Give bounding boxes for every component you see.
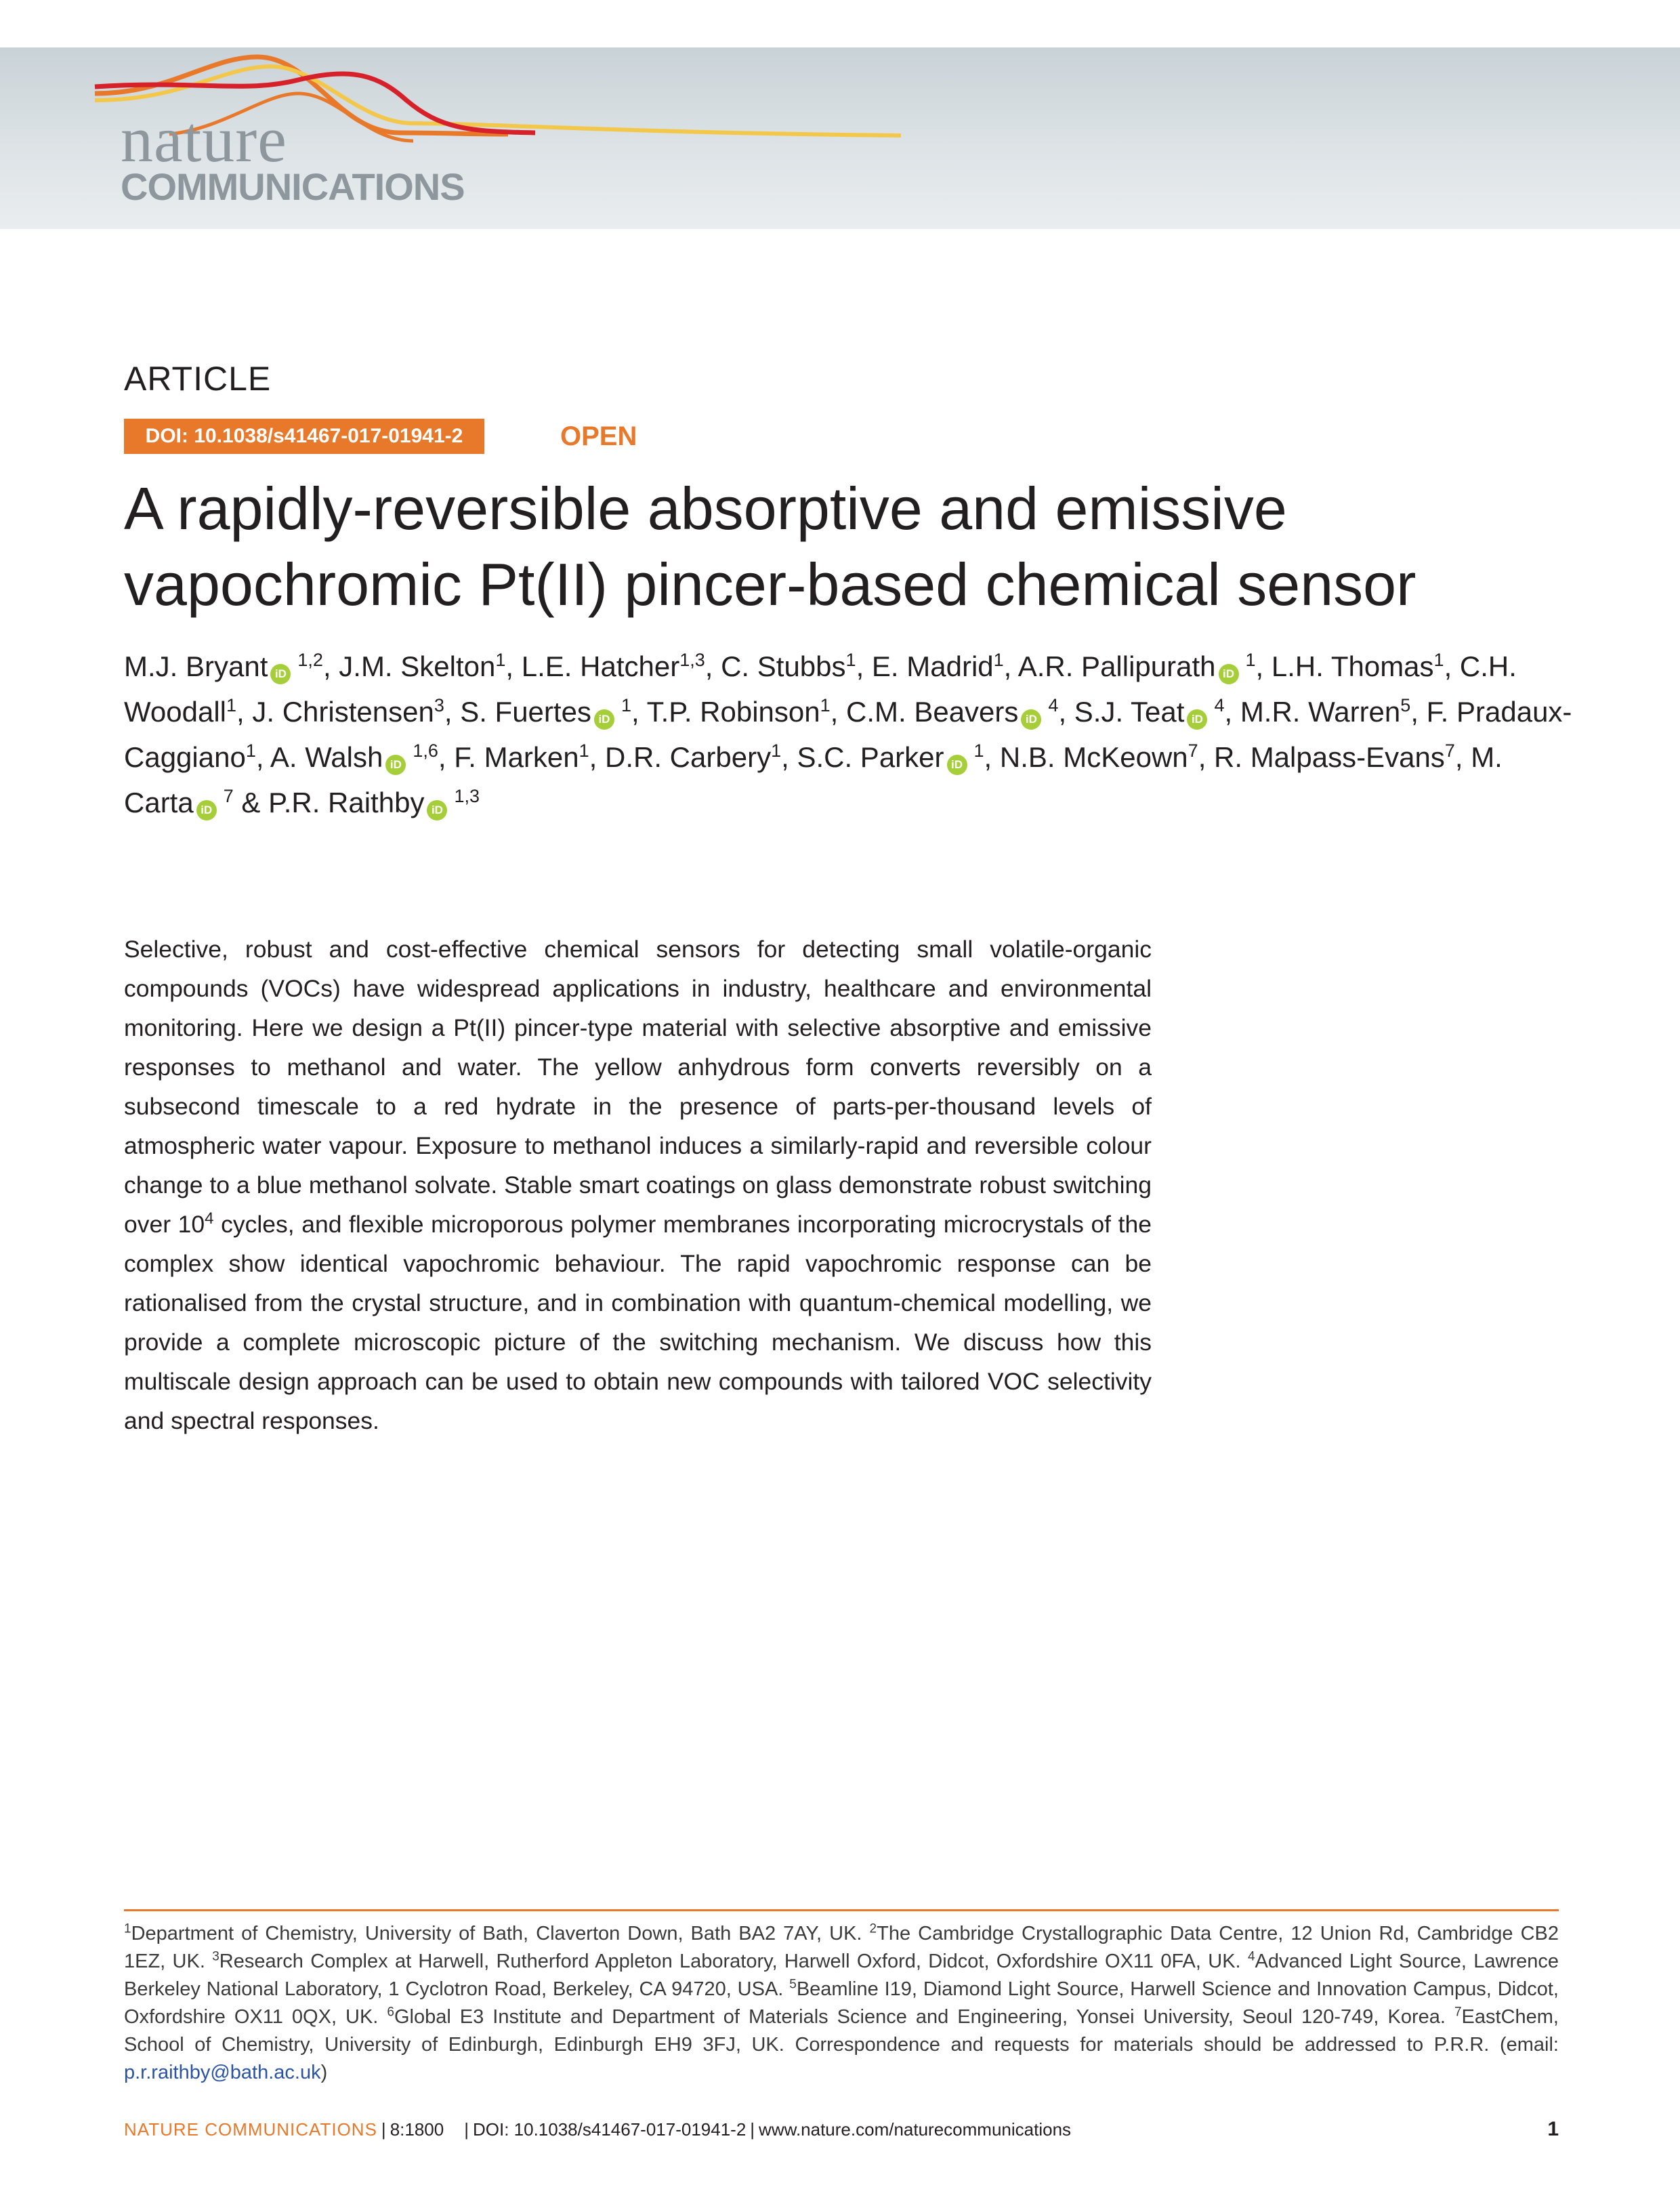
author-name: C.H. Woodall (124, 650, 1517, 728)
author-affiliation-marker: 1,2 (297, 650, 323, 670)
author-affiliation-marker: 1 (245, 741, 256, 761)
affiliations (124, 1920, 1559, 2087)
affiliation-number: 7 (1454, 2005, 1462, 2020)
author-entry (339, 650, 505, 682)
author-affiliation-marker: 3 (434, 695, 444, 715)
article-title (124, 471, 1614, 623)
author-affiliation-marker: 1 (845, 650, 856, 670)
author-entry (721, 650, 856, 682)
affiliation-text: Research Complex at Harwell, Rutherford Appleton Laboratory, Harwell Oxford, Didcot, Oxfordshire OX11 0FA, UK. (219, 1951, 1248, 1972)
author-affiliation-marker: 1 (973, 741, 984, 761)
author-entry (460, 696, 631, 728)
abstract-exponent: 4 (205, 1209, 214, 1228)
affiliation-text: Beamline I19, Diamond Light Source, Harwell Science and Innovation Campus, Didcot, Oxfordshire OX11 0QX, UK. (124, 1978, 1559, 2028)
title-line-2: vapochromic Pt(II) pincer-based chemical sensor (124, 551, 1416, 618)
author-affiliation-marker: 7 (1444, 741, 1455, 761)
author-name: C.M. Beavers (846, 696, 1019, 728)
author-entry (647, 696, 831, 728)
orcid-icon[interactable]: iD (947, 755, 967, 775)
author-entry (270, 741, 438, 773)
author-affiliation-marker: 1 (771, 741, 782, 761)
author-entry (522, 650, 705, 682)
author-name: M. Carta (124, 741, 1503, 818)
footer-doi: DOI: 10.1038/s41467-017-01941-2 (472, 2119, 747, 2140)
affiliation-text: Advanced Light Source, Lawrence Berkeley National Laboratory, 1 Cyclotron Road, Berkeley, CA 94720, USA. (124, 1951, 1559, 2000)
abstract-text-part1: Selective, robust and cost-effective chemical sensors for detecting small volatile-organic compounds (VOCs) have widespread applications in industry, healthcare and environmental monitoring. Here we design a Pt(II) pincer-type material with selective absorptive and emissive responses to methanol and water. The yellow anhydrous form converts reversibly on a subsecond timescale to a red hydrate in the presence of parts-per-thousand levels of atmospheric water vapour. Exposure to methanol induces a similarly-rapid and reversible colour change to a blue methanol solvate. Stable smart coatings on glass demonstrate robust switching over 10 (124, 936, 1152, 1238)
affiliation-text: The Cambridge Crystallographic Data Centre, 12 Union Rd, Cambridge CB2 1EZ, UK. (124, 1923, 1559, 1972)
affiliation-text: Global E3 Institute and Department of Materials Science and Engineering, Yonsei University, Seoul 120-749, Korea. (394, 2006, 1454, 2028)
orcid-icon[interactable]: iD (1187, 709, 1207, 730)
author-affiliation-marker: 7 (1188, 741, 1198, 761)
orcid-icon[interactable]: iD (270, 664, 291, 684)
footer-journal-name: NATURE COMMUNICATIONS (124, 2119, 377, 2140)
author-name: A. Walsh (270, 741, 383, 773)
orcid-icon[interactable]: iD (196, 800, 217, 820)
affiliation-number: 1 (124, 1921, 131, 1936)
author-affiliation-marker: 1 (820, 695, 831, 715)
footnote-divider (124, 1909, 1559, 1911)
open-access-label: OPEN (560, 421, 637, 451)
author-name: J.M. Skelton (339, 650, 496, 682)
author-entry (124, 650, 323, 682)
author-entry (1000, 741, 1198, 773)
author-entry (1240, 696, 1411, 728)
author-affiliation-marker: 1,3 (454, 786, 480, 806)
author-entry (1074, 696, 1225, 728)
author-name: M.R. Warren (1240, 696, 1401, 728)
author-entry (797, 741, 984, 773)
abstract (124, 930, 1152, 1440)
affiliation-number: 4 (1247, 1949, 1255, 1964)
footer-separator: | (750, 2119, 755, 2140)
author-name: S.C. Parker (797, 741, 944, 773)
author-affiliation-marker: 1 (621, 695, 631, 715)
affiliation-number: 3 (212, 1949, 219, 1964)
footer-page-number: 1 (1547, 2118, 1559, 2140)
correspondence-close: ) (320, 2062, 328, 2083)
author-name: E. Madrid (871, 650, 994, 682)
author-name: M.J. Bryant (124, 650, 268, 682)
journal-logo-communications: COMMUNICATIONS (121, 165, 465, 208)
orcid-icon[interactable]: iD (385, 755, 406, 775)
author-affiliation-marker: 4 (1214, 695, 1225, 715)
author-name: S.J. Teat (1074, 696, 1185, 728)
orcid-icon[interactable]: iD (594, 709, 614, 730)
author-affiliation-marker: 1 (1433, 650, 1444, 670)
author-name: F. Marken (454, 741, 579, 773)
author-name: L.E. Hatcher (521, 650, 680, 682)
author-affiliation-marker: 4 (1048, 695, 1059, 715)
affiliation-text: EastChem, School of Chemistry, University of Edinburgh, Edinburgh EH9 3FJ, UK. (124, 2006, 1559, 2056)
affiliation-number: 6 (387, 2005, 394, 2020)
author-affiliation-marker: 5 (1400, 695, 1411, 715)
author-entry (268, 787, 480, 818)
author-list: M.J. Bryant iD$^{1,2}$, J.M. Skelton$^1$, L.E. Hatcher$^{1,3}$, C. Stubbs$^1$, E. Madrid$^1$, A.R. Pallipurath $iD^1$, L.H. Thomas$^1$, C.H. Woodall$^1$, J. Christensen$^3$, S. Fuertes $iD^1$, T.P. Robinson$^1$, C.M. Beavers $iD^4$, S.J. Teat $iD^4$, M.R. Warren$^5$, F. Pradaux-Caggiano$^1$, A. Walsh iD$^{1,6}$, F. Marken$^1$, D.R. Carbery$^1$, S.C. Parker $iD^1$, N.B. McKeown$^7$, R. Malpass-Evans$^7$, M. Carta $iD^7$ & P.R. Raithby iD$^{1,3}$ (124, 644, 1574, 825)
author-entry (605, 741, 781, 773)
author-affiliation-marker: 1 (1245, 650, 1256, 670)
author-entry (1272, 650, 1444, 682)
author-affiliation-marker: 1 (993, 650, 1004, 670)
author-entry (454, 741, 589, 773)
author-name: J. Christensen (252, 696, 434, 728)
author-affiliation-marker: 1,6 (413, 741, 438, 761)
page-footer (124, 2118, 1559, 2141)
orcid-icon[interactable]: iD (427, 800, 447, 820)
author-name: T.P. Robinson (646, 696, 820, 728)
affiliation-text: Department of Chemistry, University of Bath, Claverton Down, Bath BA2 7AY, UK. (131, 1923, 870, 1944)
journal-logo-nature: nature (121, 103, 287, 175)
affiliation-number: 2 (869, 1921, 877, 1936)
author-affiliation-marker: 1 (495, 650, 506, 670)
author-affiliation-marker: 1,3 (679, 650, 705, 670)
author-name: S. Fuertes (460, 696, 591, 728)
correspondence-email-link[interactable]: p.r.raithby@bath.ac.uk (124, 2062, 321, 2083)
author-name: R. Malpass-Evans (1214, 741, 1445, 773)
author-entry (872, 650, 1004, 682)
title-line-1: A rapidly-reversible absorptive and emissive (124, 475, 1287, 542)
author-affiliation-marker: 7 (223, 786, 234, 806)
footer-volume: 8:1800 (390, 2119, 444, 2140)
author-name: P.R. Raithby (268, 787, 425, 818)
doi-badge[interactable]: DOI: 10.1038/s41467-017-01941-2 (124, 419, 484, 454)
orcid-icon[interactable]: iD (1021, 709, 1041, 730)
footer-separator: | (464, 2119, 469, 2140)
author-entry (252, 696, 444, 728)
author-entry (846, 696, 1058, 728)
author-entry (1214, 741, 1455, 773)
author-name: F. Pradaux-Caggiano (124, 696, 1572, 773)
orcid-icon[interactable]: iD (1219, 664, 1239, 684)
article-type-label: ARTICLE (124, 360, 272, 398)
footer-separator: | (381, 2119, 386, 2140)
author-name: L.H. Thomas (1271, 650, 1434, 682)
footer-url-link[interactable]: www.nature.com/naturecommunications (759, 2119, 1072, 2140)
affiliation-number: 5 (789, 1977, 797, 1992)
author-name: C. Stubbs (721, 650, 846, 682)
author-name: A.R. Pallipurath (1017, 650, 1216, 682)
author-name: D.R. Carbery (605, 741, 772, 773)
author-affiliation-marker: 1 (226, 695, 237, 715)
correspondence-text: Correspondence and requests for materials should be addressed to P.R.R. (email: (795, 2034, 1559, 2056)
author-name: N.B. McKeown (999, 741, 1188, 773)
author-entry (1018, 650, 1256, 682)
abstract-text-part2: cycles, and flexible microporous polymer membranes incorporating microcrystals of the complex show identical vapochromic behaviour. The rapid vapochromic response can be rationalised from the crystal structure, and in combination with quantum-chemical modelling, we provide a complete microscopic picture of the switching mechanism. We discuss how this multiscale design approach can be used to obtain new compounds with tailored VOC selectivity and spectral responses. (124, 1211, 1152, 1434)
author-affiliation-marker: 1 (579, 741, 589, 761)
